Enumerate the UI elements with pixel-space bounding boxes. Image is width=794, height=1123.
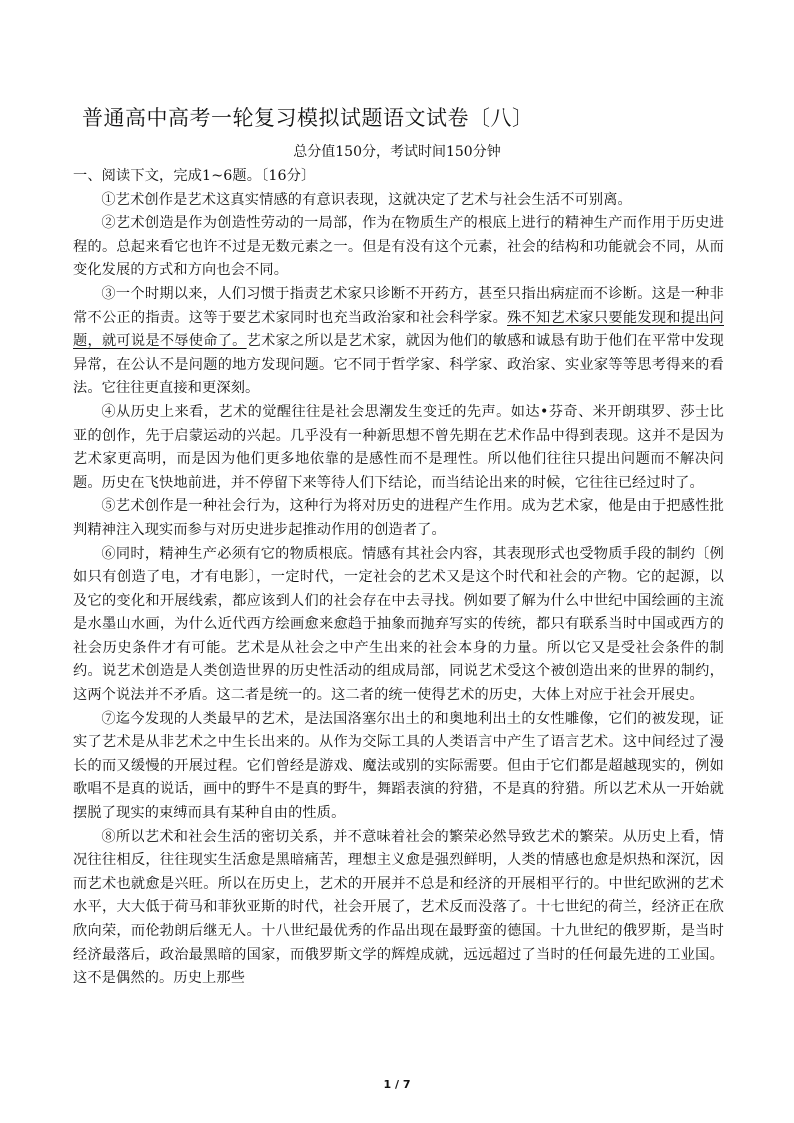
paragraph-8: ⑧所以艺术和社会生活的密切关系，并不意味着社会的繁荣必然导致艺术的繁荣。从历史上看，情况往往相反，往往现实生活愈是黑暗痛苦，理想主义愈是强烈鲜明，人类的情感也愈是炽热和深沉，因而艺术也就愈是兴旺。所以在历史上，艺术的开展并不总是和经济的开展相平行的。中世纪欧洲的艺术水平，大大低于荷马和菲狄亚斯的时代，社会开展了，艺术反而没落了。十七世纪的荷兰，经济正在欣欣向荣，而伦勃朗后继无人。十八世纪最优秀的作品出现在最野蛮的德国。十九世纪的俄罗斯，是当时经济最落后，政治最黑暗的国家，而俄罗斯文学的辉煌成就，远远超过了当时的任何最先进的工业国。这不是偶然的。历史上那些 (73, 828, 724, 987)
paragraph-3 (73, 283, 724, 401)
underlined-sentence: 殊不知艺术家只要能发现和提出问题，就可说是不辱使命了。 (73, 309, 724, 350)
page-number: 1 / 7 (383, 1078, 411, 1091)
paragraph-2: ②艺术创造是作为创造性劳动的一局部，作为在物质生产的根底上进行的精神生产而作用于历史进程的。总起来看它也许不过是无数元素之一。但是有没有这个元素，社会的结构和功能就会不同，从而变化发展的方式和方向也会不同。 (73, 215, 724, 279)
reading-passage (73, 165, 724, 991)
paragraph-4: ④从历史上来看，艺术的觉醒往往是社会思潮发生变迁的先声。如达•芬奇、米开朗琪罗、莎士比亚的创作，先于启蒙运动的兴起。几乎没有一种新思想不曾先期在艺术作品中得到表现。这并不是因为艺术家更高明，而是因为他们更多地依靠的是感性而不是理性。所以他们往往只提出问题而不解决问题。历史在飞快地前进，并不停留下来等待人们下结论，而当结论出来的时候，它往往已经过时了。 (73, 403, 724, 491)
section-header: 一、阅读下文，完成1~6题。〔16分〕 (73, 168, 316, 184)
exam-title: 普通高中高考一轮复习模拟试题语文试卷〔八〕 (82, 106, 534, 130)
paragraph-7: ⑦迄今发现的人类最早的艺术，是法国洛塞尔出土的和奥地利出土的女性雕像，它们的被发现，证实了艺术是从非艺术之中生长出来的。从作为交际工具的人类语言中产生了语言艺术。这中间经过了漫长的而又缓慢的开展过程。它们曾经是游戏、魔法或别的实际需要。但由于它们都是超越现实的，例如歌唱不是真的说话，画中的野牛不是真的野牛，舞蹈表演的狩猎，不是真的狩猎。所以艺术从一开始就摆脱了现实的束缚而具有某种自由的性质。 (73, 710, 724, 822)
paragraph-1: ①艺术创作是艺术这真实情感的有意识表现，这就决定了艺术与社会生活不可别离。 (101, 191, 632, 208)
paragraph-5: ⑤艺术创作是一种社会行为，这种行为将对历史的进程产生作用。成为艺术家，他是由于把感性批判精神注入现实而参与对历史进步起推动作用的创造者了。 (73, 498, 724, 538)
paragraph-3-text-before: ③一个时期以来，人们习惯于指责艺术家只诊断不开药方，甚至只指出病症而不诊断。这是一种非常不公正的指责。这等于要艺术家同时也充当政治家和社会科学家。 (73, 285, 724, 326)
paragraph-3-text-after: 艺术家之所以是艺术家，就因为他们的敏感和诚恳有助于他们在平常中发现异常，在公认不是问题的地方发现问题。它不同于哲学家、科学家、政治家、实业家等等思考得来的看法。它往往更直接和更深刻。 (73, 333, 724, 397)
paragraph-6: ⑥同时，精神生产必须有它的物质根底。情感有其社会内容，其表现形式也受物质手段的制约〔例如只有创造了电，才有电影〕，一定时代，一定社会的艺术又是这个时代和社会的产物。它的起源，以及它的变化和开展线索，都应该到人们的社会存在中去寻找。例如要了解为什么中世纪中国绘画的主流是水墨山水画，为什么近代西方绘画愈来愈趋于抽象而抛弃写实的传统，都只有联系当时中国或西方的社会历史条件才有可能。艺术是从社会之中产生出来的社会本身的力量。所以它又是受社会条件的制约。说艺术创造是人类创造世界的历史性活动的组成局部，同说艺术受这个被创造出来的世界的制约，这两个说法并不矛盾。这二者是统一的。这二者的统一使得艺术的历史，大体上对应于社会开展史。 (73, 545, 724, 704)
exam-subtitle: 总分值150分，考试时间150分钟 (293, 144, 501, 160)
